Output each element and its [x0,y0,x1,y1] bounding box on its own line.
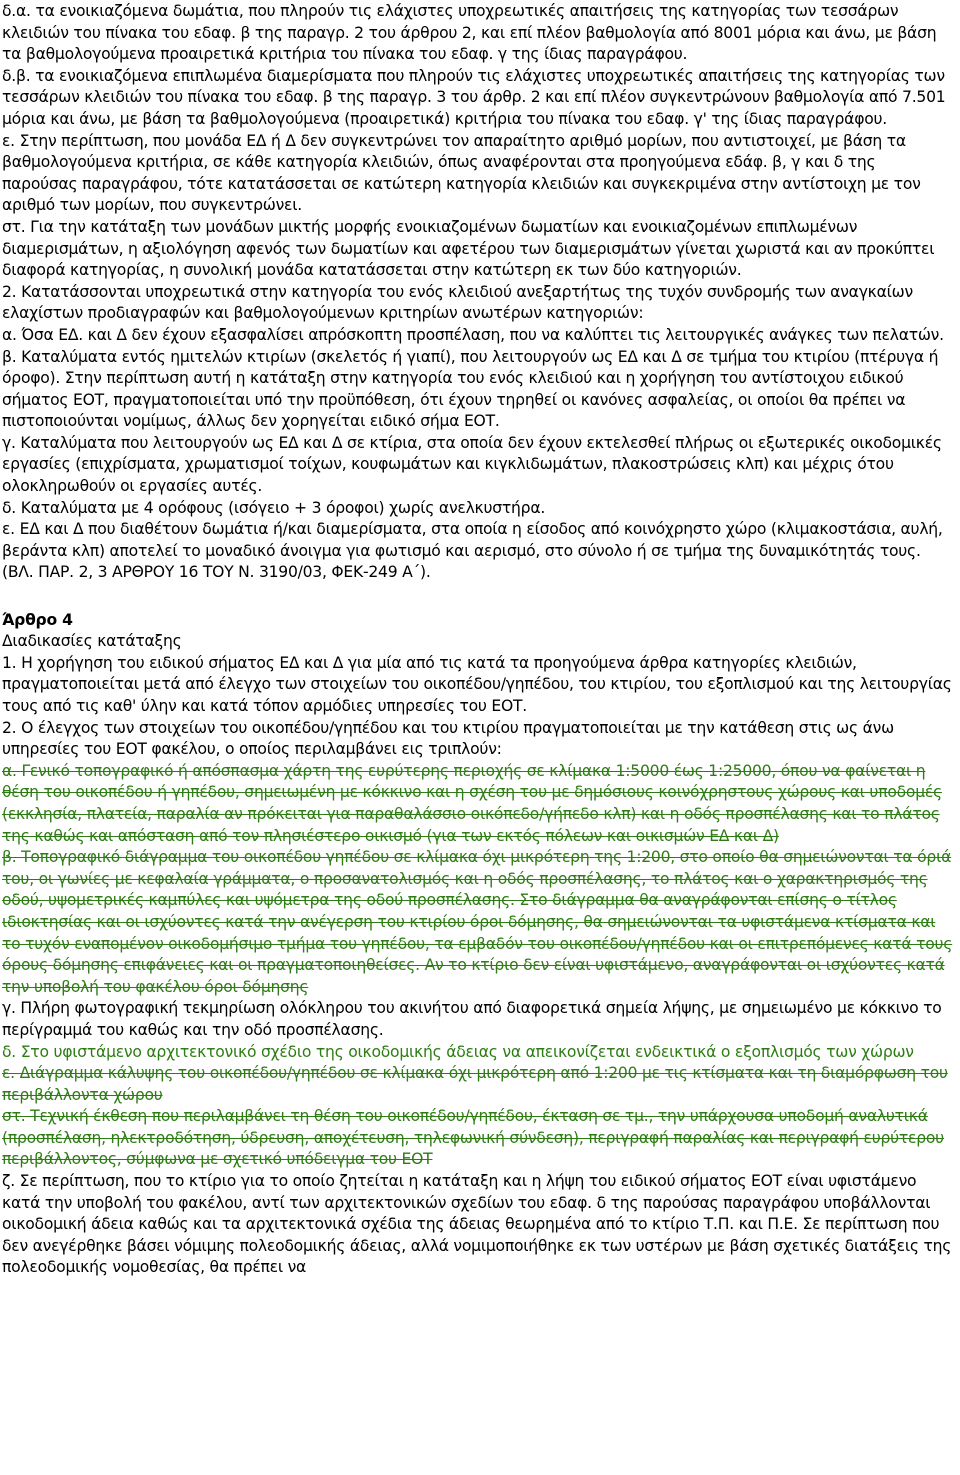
paragraph-d-b: δ.β. τα ενοικιαζόμενα επιπλωμένα διαμερίσματα που πληρούν τις ελάχιστες υποχρεωτικές απαιτήσεις της κατηγορίας των τεσσάρων κλειδιών του πίνακα του εδαφ. β της παραγρ. 3 του άρθρ. 2 και επί πλέον συγκεντρώνουν βαθμολογία από 7.501 μόρια και άνω, με βάση τα βαθμολογούμενα (προαιρετικά) κριτήρια του πίνακα του εδαφ. γ' της ίδιας παραγράφου. [2,66,946,128]
article-paragraph-2: 2. Ο έλεγχος των στοιχείων του οικοπέδου/γηπέδου και του κτιρίου πραγματοποιείται με την κατάθεση στις ως άνω υπηρεσίες του ΕΟΤ φακέλου, ο οποίος περιλαμβάνει εις τριπλούν: [2,718,894,759]
article-item-b-deleted: β. Τοπογραφικό διάγραμμα του οικοπέδου γηπέδου σε κλίμακα όχι μικρότερη της 1:200, στο οποίο θα σημειώνονται τα όριά του, οι γωνίες με κεφαλαία γράμματα, ο προσανατολισμός και η οδός προσπέλασης, το πλάτος και ο χαρακτηρισμός της οδού, υψομετρικές καμπύλες και υψόμετρα της οδού προσπέλασης. Στο διάγραμμα θα αναγράφονται επίσης ο τίτλος ιδιοκτησίας και οι ισχύοντες κατά την ανέγερση του κτιρίου όροι δόμησης, θα σημειώνονται τα υφιστάμενα κτίσματα και το τυχόν εναπομένον οικοδομήσιμο τμήμα του γηπέδου, τα εμβαδόν του οικοπέδου/γηπέδου και οι επιτρεπόμενες κατά τους όρους δόμησης επιφάνειες και οι πραγματοποιηθείσες. Αν το κτίριο δεν είναι υφιστάμενο, αναγράφονται οι ισχύοντες κατά την υποβολή του φακέλου όροι δόμησης [2,848,953,996]
article-item-a-deleted: α. Γενικό τοπογραφικό ή απόσπασμα χάρτη της ευρύτερης περιοχής σε κλίμακα 1:5000 έως 1:25000, όπου να φαίνεται η θέση του οικοπέδου ή γηπέδου, σημειωμένη με κόκκινο και η σχέση του με δημόσιους κοινόχρηστους χώρους και υποδομές (εκκλησία, πλατεία, παραλία αν πρόκειται για παραθαλάσσιο οικόπεδο/γήπεδο κλπ) και η οδός προσπέλασης και το πλάτος της καθώς και απόσταση από τον πλησιέστερο οικισμό (για των εκτός πόλεων και οικισμών ΕΔ και Δ) [2,761,942,845]
spacer [2,584,954,606]
paragraph-2: 2. Κατατάσσονται υποχρεωτικά στην κατηγορία του ενός κλειδιού ανεξαρτήτως της τυχόν συνδρομής των αναγκαίων ελαχίστων προδιαγραφών και βαθμολογούμενων κριτηρίων ανωτέρων κατηγοριών: [2,282,913,323]
article-item-g: γ. Πλήρη φωτογραφική τεκμηρίωση ολόκληρου του ακινήτου από διαφορετικά σημεία λήψης, με σημειωμένο με κόκκινο το περίγραμμά του καθώς και την οδό προσπέλασης. [2,999,942,1039]
paragraph-2-g: γ. Καταλύματα που λειτουργούν ως ΕΔ και Δ σε κτίρια, στα οποία δεν έχουν εκτελεσθεί πλήρως οι εξωτερικές οικοδομικές εργασίες (επιχρίσματα, χρωματισμοί τοίχων, κουφωμάτων και κιγκλιδωμάτων, πλακοστρώσεις κλπ) και μέχρις ότου ολοκληρωθούν οι εργασίες αυτές. [2,433,942,496]
paragraph-st: στ. Για την κατάταξη των μονάδων μικτής μορφής ενοικιαζομένων δωματίων και ενοικιαζομένων επιπλωμένων διαμερισμάτων, η αξιολόγηση αφενός των δωματίων και αφετέρου των διαμερισμάτων γίνεται χωριστά και αν προκύπτει διαφορά κατηγορίας, η συνολική μονάδα κατατάσσεται στην κατώτερη εκ των δύο κατηγοριών. [2,217,935,280]
article-item-st-deleted: στ. Τεχνική έκθεση που περιλαμβάνει τη θέση του οικοπέδου/γηπέδου, έκταση σε τμ., την υπάρχουσα υποδομή αναλυτικά (προσπέλαση, ηλεκτροδότηση, ύδρευση, αποχέτευση, τηλεφωνική σύνδεση), περιγραφή παραλίας και περιγραφή ευρύτερου περιβάλλοντος, σύμφωνα με σχετικό υπόδειγμα του ΕΟΤ [2,1107,944,1169]
paragraph-e: ε. Στην περίπτωση, που μονάδα ΕΔ ή Δ δεν συγκεντρώνει τον απαραίτητο αριθμό μορίων, που αντιστοιχεί, με βάση τα βαθμολογούμενα κριτήρια, σε κάθε κατηγορία κλειδιών, όπως αναφέρονται στα προηγούμενα εδάφ. β, γ και δ της παρούσας παραγράφου, τότε κατατάσσεται σε κατώτερη κατηγορία κλειδιών και συγκεκριμένα στην αντίστοιχη με τον αριθμό των μορίων, που συγκεντρώνει. [2,131,921,215]
paragraph-2-e: ε. ΕΔ και Δ που διαθέτουν δωμάτια ή/και διαμερίσματα, στα οποία η είσοδος από κοινόχρηστο χώρο (κλιμακοστάσια, αυλή, βεράντα κλπ) αποτελεί το μοναδικό άνοιγμα για φωτισμό και αερισμό, στο σύνολο ή σε τμήμα της δυναμικότητάς τους. [2,520,943,560]
article-title: Άρθρο 4 [2,610,73,629]
paragraph-2-b: β. Καταλύματα εντός ημιτελών κτιρίων (σκελετός ή γιαπί), που λειτουργούν ως ΕΔ και Δ σε τμήμα του κτιρίου (πτέρυγα ή όροφο). Στην περίπτωση αυτή η κατάταξη στην κατηγορία του ενός κλειδιού και η χορήγηση του αντίστοιχου ειδικού σήματος ΕΟΤ, πραγματοποιείται υπό την προϋπόθεση, ότι έχουν τηρηθεί οι κανόνες ασφαλείας, οι οποίοι θα πρέπει να πιστοποιούνται νομίμως, άλλως δεν χορηγείται ειδικό σήμα ΕΟΤ. [2,347,939,431]
article-item-e-deleted: ε. Διάγραμμα κάλυψης του οικοπέδου/γηπέδου σε κλίμακα όχι μικρότερη από 1:200 με τις κτίσματα και τη διαμόρφωση του περιβάλλοντα χώρου [2,1064,948,1104]
paragraph-d-a: δ.α. τα ενοικιαζόμενα δωμάτια, που πληρούν τις ελάχιστες υποχρεωτικές απαιτήσεις της κατηγορίας των τεσσάρων κλειδιών του πίνακα του εδαφ. β της παραγρ. 2 του άρθρου 2, και επί πλέον βαθμολογία από 8001 μόρια και άνω, με βάση τα βαθμολογούμενα προαιρετικά κριτήρια του πίνακα του εδαφ. γ της ίδιας παραγράφου. [2,2,937,64]
article-paragraph-1: 1. Η χορήγηση του ειδικού σήματος ΕΔ και Δ για μία από τις κατά τα προηγούμενα άρθρα κατηγορίες κλειδιών, πραγματοποιείται μετά από έλεγχο των στοιχείων του οικοπέδου/γηπέδου, του κτιρίου, του εξοπλισμού και της λειτουργίας τους από τις καθ' ύλην και κατά τόπον αρμόδιες υπηρεσίες του ΕΟΤ. [2,653,952,715]
article-item-z: ζ. Σε περίπτωση, που το κτίριο για το οποίο ζητείται η κατάταξη και η λήψη του ειδικού σήματος ΕΟΤ είναι υφιστάμενο κατά την υποβολή του φακέλου, αντί των αρχιτεκτονικών σχεδίων του εδαφ. δ της παρούσας παραγράφου υποβάλλονται οικοδομική άδεια καθώς και τα αρχιτεκτονικά σχέδια της άδειας θεωρημένα από το κτίριο Τ.Π. και Π.Ε. Σε περίπτωση που δεν ανεγέρθηκε βάσει νόμιμης πολεοδομικής άδειας, αλλά νομιμοποιήθηκε εκ των υστέρων με βάση σχετικές διατάξεις της πολεοδομικής νομοθεσίας, θα πρέπει να [2,1172,952,1277]
legal-reference: (ΒΛ. ΠΑΡ. 2, 3 ΑΡΘΡΟΥ 16 ΤΟΥ Ν. 3190/03, ΦΕΚ-249 Α΄). [2,563,431,582]
paragraph-2-d: δ. Καταλύματα με 4 ορόφους (ισόγειο + 3 όροφοι) χωρίς ανελκυστήρα. [2,498,546,517]
paragraph-2-a: α. Όσα ΕΔ. και Δ δεν έχουν εξασφαλίσει απρόσκοπτη προσπέλαση, που να καλύπτει τις λειτουργικές ανάγκες των πελατών. [2,325,944,344]
article-item-d-inserted: δ. Στο υφιστάμενο αρχιτεκτονικό σχέδιο της οικοδομικής άδειας να απεικονίζεται ενδεικτικά ο εξοπλισμός των χώρων [2,1042,914,1061]
article-subtitle: Διαδικασίες κατάταξης [2,632,182,651]
